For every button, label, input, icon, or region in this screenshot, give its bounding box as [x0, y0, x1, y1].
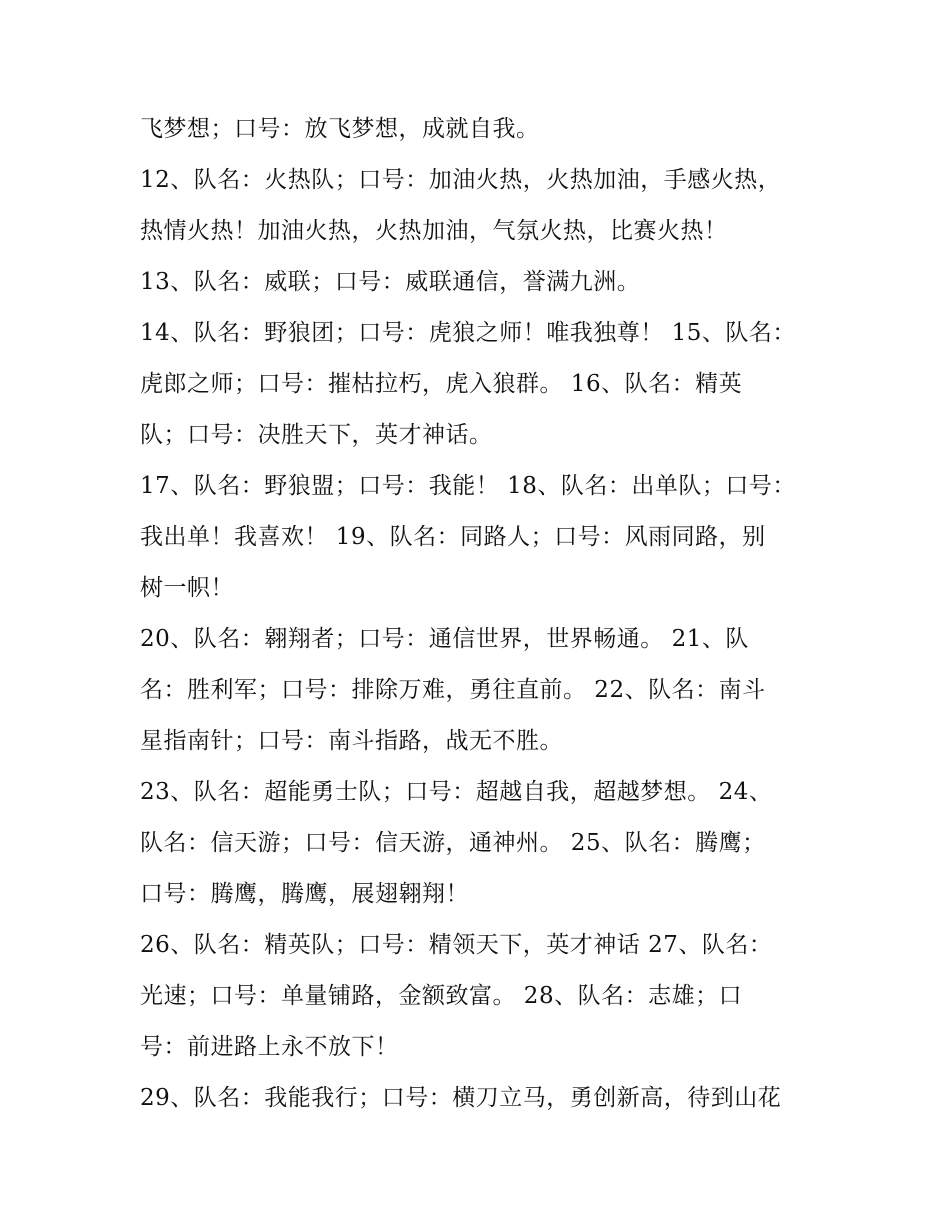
text-line: 名：胜利军；口号：排除万难，勇往直前。 22、队名：南斗: [140, 677, 766, 703]
document-body: [140, 104, 830, 1124]
text-line: 光速；口号：单量铺路，金额致富。 28、队名：志雄；口: [140, 983, 743, 1009]
text-line: 17、队名：野狼盟；口号：我能！ 18、队名：出单队；口号：: [140, 473, 796, 499]
text-line: 树一帜！: [140, 575, 234, 601]
text-line: 队名：信天游；口号：信天游，通神州。 25、队名：腾鹰；: [140, 830, 766, 856]
text-line: 星指南针；口号：南斗指路，战无不胜。: [140, 728, 563, 754]
text-line: 飞梦想；口号：放飞梦想，成就自我。: [140, 116, 540, 142]
text-line: 23、队名：超能勇士队；口号：超越自我，超越梦想。 24、: [140, 779, 773, 805]
text-line: 29、队名：我能我行；口号：横刀立马，勇创新高，待到山花: [140, 1085, 782, 1111]
text-line: 我出单！我喜欢！ 19、队名：同路人；口号：风雨同路，别: [140, 524, 766, 550]
text-line: 虎郎之师；口号：摧枯拉朽，虎入狼群。 16、队名：精英: [140, 371, 743, 397]
text-line: 14、队名：野狼团；口号：虎狼之师！唯我独尊！ 15、队名：: [140, 320, 796, 346]
text-line: 12、队名：火热队；口号：加油火热，火热加油，手感火热，: [140, 167, 782, 193]
text-line: 口号：腾鹰，腾鹰，展翅翱翔！: [140, 881, 469, 907]
text-line: 20、队名：翱翔者；口号：通信世界，世界畅通。 21、队: [140, 626, 749, 652]
text-line: 队；口号：决胜天下，英才神话。: [140, 422, 493, 448]
text-line: 号：前进路上永不放下！: [140, 1034, 399, 1060]
text-line: 13、队名：威联；口号：威联通信，誉满九洲。: [140, 269, 641, 295]
text-line: 26、队名：精英队；口号：精领天下，英才神话 27、队名：: [140, 932, 773, 958]
text-line: 热情火热！加油火热，火热加油，气氛火热，比赛火热！: [140, 218, 728, 244]
